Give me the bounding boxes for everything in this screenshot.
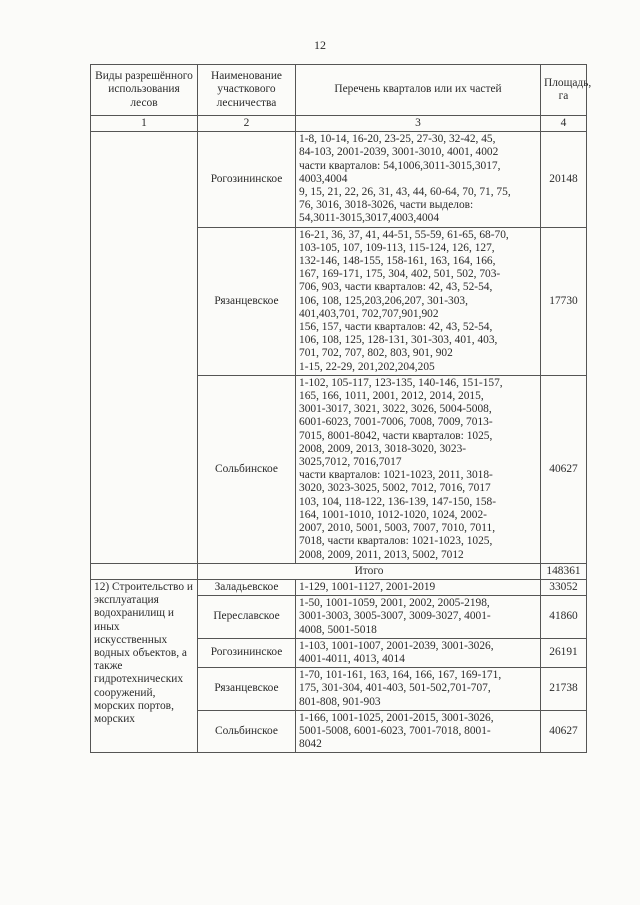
- quarters-line: 164, 1001-1010, 1012-1020, 1024, 2002-: [299, 508, 487, 521]
- quarters-line: 701, 702, 707, 802, 803, 901, 902: [299, 347, 453, 360]
- usage-type: 12) Строительство и эксплуатация водохранилищ и иных искусственных водных объектов, а также гидротехнических сооружений, морских портов, морских: [91, 579, 198, 752]
- quarters-line: 106, 108, 125, 128-131, 301-303, 401, 403,: [299, 334, 498, 347]
- quarters-line: 103-105, 107, 109-113, 115-124, 126, 127,: [299, 241, 495, 254]
- quarters-line: 401,403,701, 702,707,901,902: [299, 307, 439, 320]
- quarters-line: 1-70, 101-161, 163, 164, 166, 167, 169-171,: [299, 669, 502, 682]
- table-row: [91, 132, 587, 227]
- quarters-line: 7018, части кварталов: 1021-1023, 1025,: [299, 535, 493, 548]
- total-empty-cell: [91, 563, 198, 579]
- quarters-list: [296, 579, 541, 595]
- quarters-line: 4001-4011, 4013, 4014: [299, 652, 405, 665]
- quarters-line: 167, 169-171, 175, 304, 402, 501, 502, 703-: [299, 268, 501, 281]
- forestry-name: Рязанцевское: [198, 227, 296, 375]
- area-value: 17730: [541, 227, 587, 375]
- quarters-list: [296, 638, 541, 667]
- forestry-name: Сольбинское: [198, 710, 296, 753]
- area-value: 40627: [541, 375, 587, 563]
- quarters-line: 9, 15, 21, 22, 26, 31, 43, 44, 60-64, 70, 71, 75,: [299, 186, 511, 199]
- area-value: 20148: [541, 132, 587, 227]
- forestry-name: Рязанцевское: [198, 668, 296, 711]
- quarters-line: 6001-6023, 7001-7006, 7008, 7009, 7013-: [299, 416, 493, 429]
- column-number: 1: [91, 116, 198, 132]
- quarters-line: 175, 301-304, 401-403, 501-502,701-707,: [299, 682, 491, 695]
- forestry-name: Заладьевское: [198, 579, 296, 595]
- quarters-line: 2008, 2009, 2013, 3018-3020, 3023-: [299, 442, 467, 455]
- column-number: 4: [541, 116, 587, 132]
- quarters-list: [296, 596, 541, 639]
- quarters-line: 165, 166, 1011, 2001, 2012, 2014, 2015,: [299, 390, 484, 403]
- quarters-line: 2008, 2009, 2011, 2013, 5002, 7012: [299, 548, 464, 561]
- header-quarters-list: Перечень кварталов или их частей: [296, 65, 541, 116]
- quarters-line: 1-102, 105-117, 123-135, 140-146, 151-157,: [299, 376, 503, 389]
- area-value: 26191: [541, 638, 587, 667]
- area-value: 33052: [541, 579, 587, 595]
- quarters-line: 84-103, 2001-2039, 3001-3010, 4001, 4002: [299, 146, 499, 159]
- quarters-line: 54,3011-3015,3017,4003,4004: [299, 212, 440, 225]
- area-value: 21738: [541, 668, 587, 711]
- quarters-list: [296, 710, 541, 753]
- quarters-line: 76, 3016, 3018-3026, части выделов:: [299, 199, 474, 212]
- quarters-list: [296, 668, 541, 711]
- quarters-line: 1-15, 22-29, 201,202,204,205: [299, 360, 435, 373]
- quarters-line: 706, 903, части кварталов: 42, 43, 52-54,: [299, 281, 493, 294]
- forestry-name: Переславское: [198, 596, 296, 639]
- page-number: 12: [314, 38, 326, 52]
- usage-type-cell-empty: [91, 132, 198, 564]
- quarters-line: 3020, 3023-3025, 5002, 7012, 7016, 7017: [299, 482, 491, 495]
- forest-use-table: [90, 64, 592, 753]
- forestry-name: Рогозининское: [198, 638, 296, 667]
- quarters-list: [296, 132, 541, 227]
- quarters-line: 1-166, 1001-1025, 2001-2015, 3001-3026,: [299, 711, 494, 724]
- quarters-line: 103, 104, 118-122, 136-139, 147-150, 158-: [299, 495, 496, 508]
- column-number: 3: [296, 116, 541, 132]
- quarters-line: 3025,7012, 7016,7017: [299, 456, 402, 469]
- total-label: Итого: [198, 563, 541, 579]
- quarters-line: 156, 157, части кварталов: 42, 43, 52-54,: [299, 321, 493, 334]
- total-row: [91, 563, 587, 579]
- total-value: 148361: [541, 563, 587, 579]
- area-value: 40627: [541, 710, 587, 753]
- quarters-line: 801-808, 901-903: [299, 695, 381, 708]
- table-row: [91, 579, 587, 595]
- quarters-line: части кварталов: 54,1006,3011-3015,3017,: [299, 159, 501, 172]
- quarters-line: 4003,4004: [299, 172, 348, 185]
- column-number-row: [91, 116, 587, 132]
- header-usage-type: Виды разрешённого использования лесов: [91, 65, 198, 116]
- quarters-line: 1-103, 1001-1007, 2001-2039, 3001-3026,: [299, 639, 494, 652]
- quarters-line: 3001-3003, 3005-3007, 3009-3027, 4001-: [299, 610, 491, 623]
- header-area: Площадь, га: [541, 65, 587, 116]
- quarters-line: 16-21, 36, 37, 41, 44-51, 55-59, 61-65, 68-70,: [299, 228, 509, 241]
- quarters-line: 1-129, 1001-1127, 2001-2019: [299, 580, 436, 593]
- quarters-line: части кварталов: 1021-1023, 2011, 3018-: [299, 469, 493, 482]
- header-forestry-name: Наименование участкового лесничества: [198, 65, 296, 116]
- quarters-line: 3001-3017, 3021, 3022, 3026, 5004-5008,: [299, 403, 492, 416]
- quarters-line: 1-8, 10-14, 16-20, 23-25, 27-30, 32-42, 45,: [299, 133, 496, 146]
- quarters-list: [296, 375, 541, 563]
- quarters-line: 7015, 8001-8042, части кварталов: 1025,: [299, 429, 493, 442]
- area-value: 41860: [541, 596, 587, 639]
- quarters-line: 2007, 2010, 5001, 5003, 7007, 7010, 7011,: [299, 522, 496, 535]
- quarters-list: [296, 227, 541, 375]
- header-row: [91, 65, 587, 116]
- column-number: 2: [198, 116, 296, 132]
- quarters-line: 1-50, 1001-1059, 2001, 2002, 2005-2198,: [299, 597, 490, 610]
- forestry-name: Рогозининское: [198, 132, 296, 227]
- quarters-line: 5001-5008, 6001-6023, 7001-7018, 8001-: [299, 724, 491, 737]
- quarters-line: 106, 108, 125,203,206,207, 301-303,: [299, 294, 468, 307]
- quarters-line: 132-146, 148-155, 158-161, 163, 164, 166,: [299, 255, 496, 268]
- forestry-name: Сольбинское: [198, 375, 296, 563]
- quarters-line: 8042: [299, 738, 322, 751]
- quarters-line: 4008, 5001-5018: [299, 623, 377, 636]
